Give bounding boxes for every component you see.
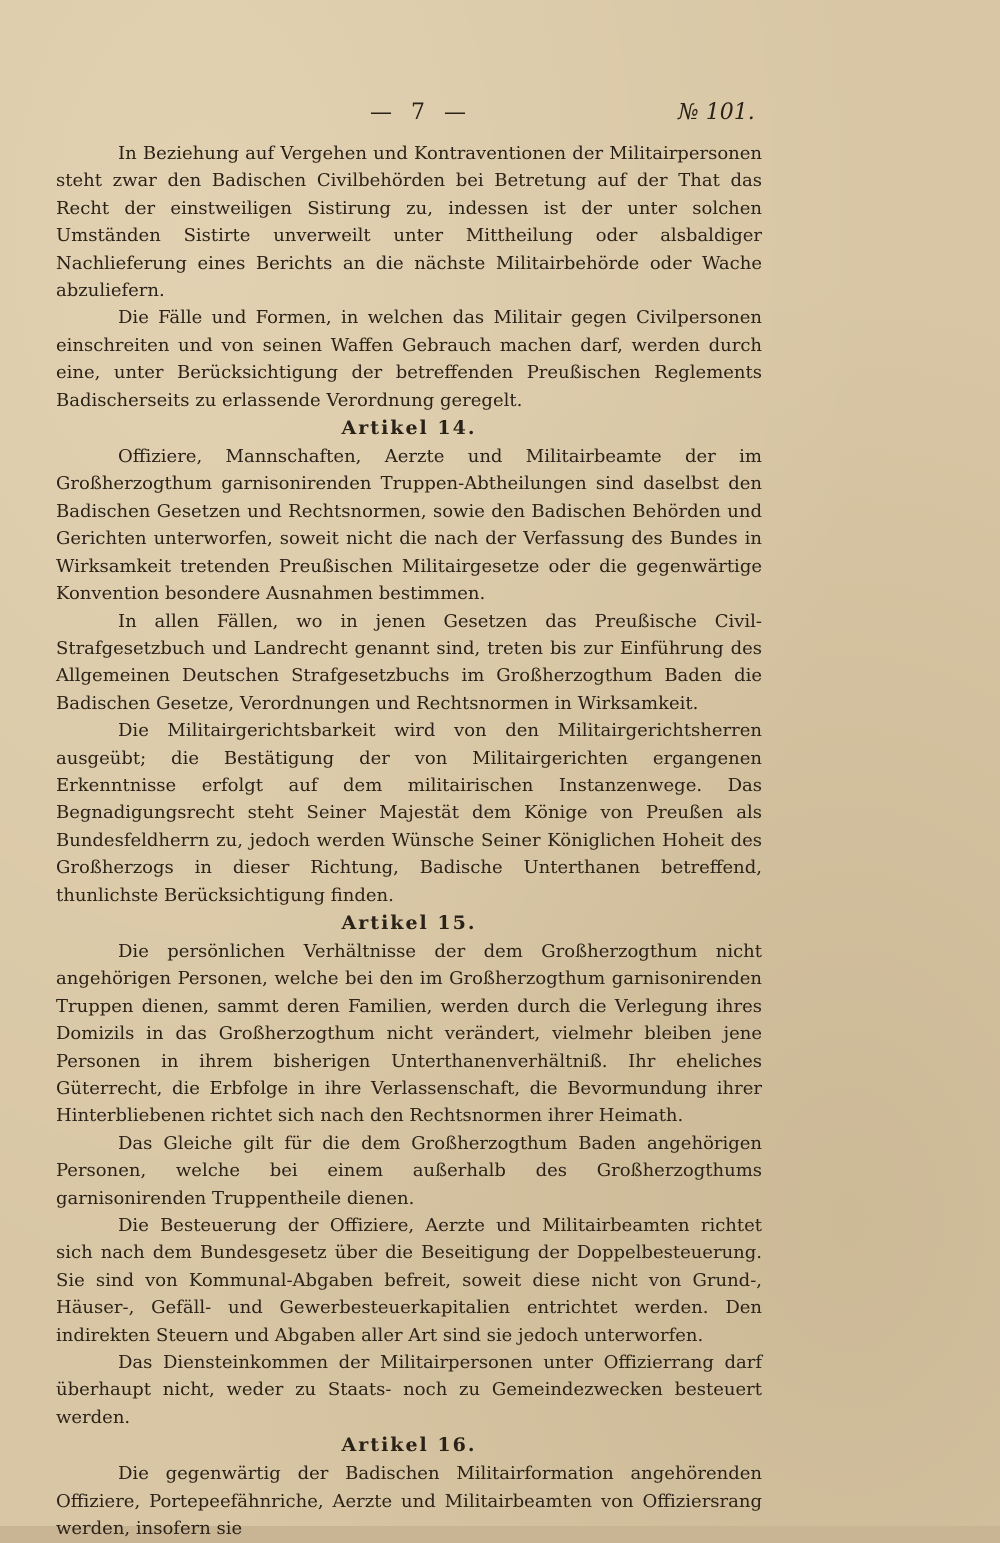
page-header [0, 100, 1000, 134]
paragraph: Die persönlichen Verhältnisse der dem Großherzogthum nicht angehörigen Personen, welche bei den im Großherzogthum garnisonirenden Truppen dienen, sammt deren Familien, werden durch die Verlegung ihres Domizils in das Großherzogthum nicht verändert, vielmehr bleiben jene Personen in ihrem bisherigen Unterthanenverhältniß. Ihr eheliches Güterrecht, die Erbfolge in ihre Verlassenschaft, die Bevormundung ihrer Hinterbliebenen richtet sich nach den Rechtsnormen ihrer Heimath. [56, 940, 762, 1127]
article-heading: Artikel 16. [341, 1434, 477, 1457]
paragraph: Die gegenwärtig der Badischen Militairformation angehörenden Offiziere, Portepeefähnriche, Aerzte und Militairbeamten von Offiziersrang werden, insofern sie [56, 1463, 762, 1540]
document-body [56, 140, 762, 1543]
paragraph: Offiziere, Mannschaften, Aerzte und Militairbeamte der im Großherzogthum garnisonirenden Truppen-Abtheilungen sind daselbst den Badischen Gesetzen und Rechtsnormen, sowie den Badischen Behörden und Gerichten unterworfen, soweit nicht die nach der Verfassung des Bundes in Wirksamkeit tretenden Preußischen Militairgesetze oder die gegenwärtige Konvention besondere Ausnahmen bestimmen. [56, 446, 762, 605]
article-heading: Artikel 14. [341, 417, 477, 440]
page-number: — 7 — [370, 100, 472, 125]
paragraph: In allen Fällen, wo in jenen Gesetzen das Preußische Civil-Strafgesetzbuch und Landrecht genannt sind, treten bis zur Einführung des Allgemeinen Deutschen Strafgesetzbuchs im Großherzogthum Baden die Badischen Gesetze, Verordnungen und Rechtsnormen in Wirksamkeit. [56, 610, 762, 714]
paragraph: Das Gleiche gilt für die dem Großherzogthum Baden angehörigen Personen, welche bei einem außerhalb des Großherzogthums garnisonirenden Truppentheile dienen. [56, 1132, 762, 1209]
paragraph: Die Besteuerung der Offiziere, Aerzte und Militairbeamten richtet sich nach dem Bundesgesetz über die Beseitigung der Doppelbesteuerung. Sie sind von Kommunal-Abgaben befreit, soweit diese nicht von Grund-, Häuser-, Gefäll- und Gewerbesteuerkapitalien entrichtet werden. Den indirekten Steuern und Abgaben aller Art sind sie jedoch unterworfen. [56, 1215, 762, 1346]
article-heading: Artikel 15. [341, 911, 477, 934]
paragraph: Die Militairgerichtsbarkeit wird von den Militairgerichtsherren ausgeübt; die Bestätigung der von Militairgerichten ergangenen Erkenntnisse erfolgt auf dem militairischen Instanzenwege. Das Begnadigungsrecht steht Seiner Majestät dem Könige von Preußen als Bundesfeldherrn zu, jedoch werden Wünsche Seiner Königlichen Hoheit des Großherzogs in dieser Richtung, Badische Unterthanen betreffend, thunlichste Berücksichtigung finden. [56, 720, 762, 906]
paragraph: Die Fälle und Formen, in welchen das Militair gegen Civilpersonen einschreiten und von seinen Waffen Gebrauch machen darf, werden durch eine, unter Berücksichtigung der betreffenden Preußischen Reglements Badischerseits zu erlassende Verordnung geregelt. [56, 307, 762, 411]
document-number: № 101. [678, 100, 755, 125]
paragraph: In Beziehung auf Vergehen und Kontraventionen der Militairpersonen steht zwar den Badischen Civilbehörden bei Betretung auf der That das Recht der einstweiligen Sistirung zu, indessen ist der unter solchen Umständen Sistirte unverweilt unter Mittheilung oder alsbaldiger Nachlieferung eines Berichts an die nächste Militairbehörde oder Wache abzuliefern. [56, 143, 762, 302]
paragraph: Das Diensteinkommen der Militairpersonen unter Offizierrang darf überhaupt nicht, weder zu Staats- noch zu Gemeindezwecken besteuert werden. [56, 1352, 762, 1428]
